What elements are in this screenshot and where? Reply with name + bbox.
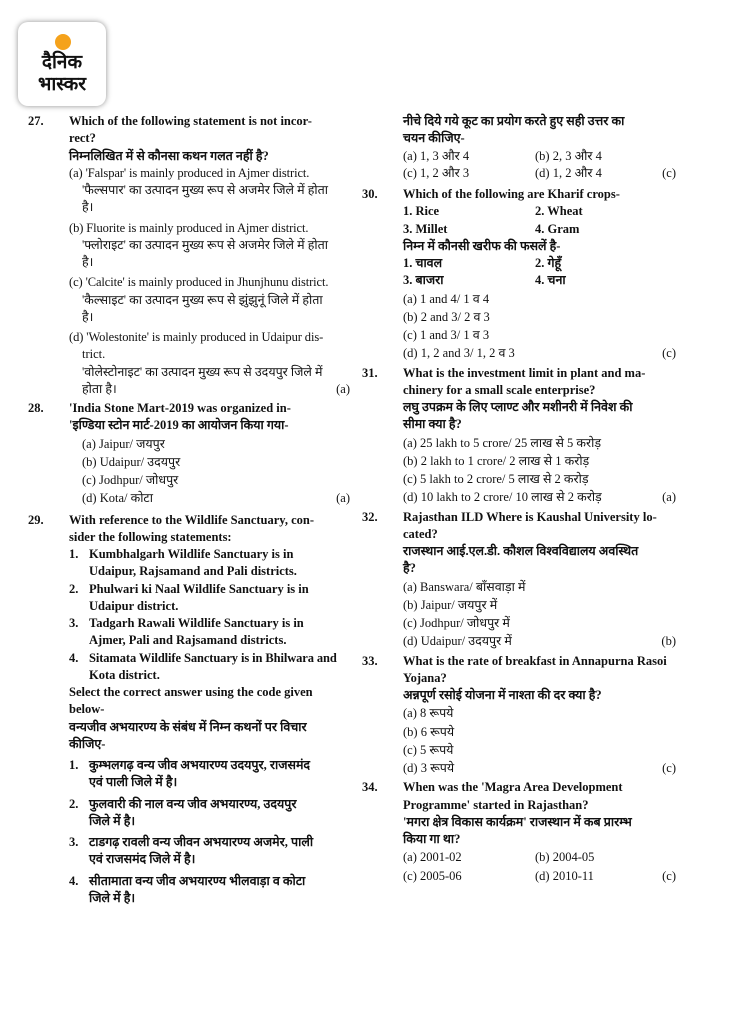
question-32 xyxy=(362,509,676,651)
question-number: 28. xyxy=(28,401,44,415)
crop-item-hi: 3. बाजरा xyxy=(403,273,444,288)
statement-text: Kumbhalgarh Wildlife Sanctuary is in xyxy=(89,547,294,561)
question-text-hi: 'मगरा क्षेत्र विकास कार्यक्रम' राजस्थान में कब प्रारम्भ xyxy=(403,814,632,829)
answer-key: (c) xyxy=(662,346,676,361)
option-a: (a) 2001-02 xyxy=(403,850,462,865)
question-29 xyxy=(28,512,350,908)
option-a xyxy=(69,165,350,217)
question-34 xyxy=(362,779,676,885)
option-c: (c) Jodhpur/ जोधपुर में xyxy=(403,616,510,630)
question-text-en: cated? xyxy=(403,526,438,541)
question-number: 31. xyxy=(362,365,378,380)
question-text-en: Which of the following statement is not incor- xyxy=(69,114,312,128)
option-d: (d) Kota/ कोटा xyxy=(82,491,153,506)
question-31 xyxy=(362,365,676,507)
answer-key: (a) xyxy=(336,491,350,506)
question-33 xyxy=(362,653,676,778)
crop-item-hi: 2. गेहूँ xyxy=(535,256,562,270)
answer-key: (c) xyxy=(662,761,676,775)
question-text-hi: निम्नलिखित में से कौनसा कथन गलत नहीं है? xyxy=(69,148,269,163)
question-text-en: chinery for a small scale enterprise? xyxy=(403,382,596,397)
option-a: (a) 1 and 4/ 1 व 4 xyxy=(403,291,490,306)
question-text-en: sider the following statements: xyxy=(69,529,232,544)
question-text-en: When was the 'Magra Area Development xyxy=(403,780,623,795)
option-a: (a) 1, 3 और 4 xyxy=(403,148,470,163)
instruction-en: Select the correct answer using the code given xyxy=(69,685,313,699)
question-number: 29. xyxy=(28,512,44,527)
question-27 xyxy=(28,113,350,398)
option-b: (b) Jaipur/ जयपुर में xyxy=(403,597,498,612)
option-text: (a) 'Falspar' is mainly produced in Ajmer district. xyxy=(69,165,310,180)
crop-item: 2. Wheat xyxy=(535,204,583,219)
question-text-hi: लघु उपक्रम के लिए प्लाण्ट और मशीनरी में निवेश की xyxy=(403,400,633,414)
crop-item-hi: 4. चना xyxy=(535,273,566,288)
option-c: (c) 5 रूपये xyxy=(403,742,454,757)
option-d: (d) 2010-11 xyxy=(535,868,594,883)
question-text-hi: सीमा क्या है? xyxy=(403,417,462,432)
statement-number: 4. xyxy=(69,873,79,888)
right-column xyxy=(362,113,676,885)
option-a: (a) Jaipur/ जयपुर xyxy=(82,436,165,451)
question-text-en: Yojana? xyxy=(403,670,447,685)
option-text-hi: है। xyxy=(82,200,94,215)
option-c: (c) 5 lakh to 2 crore/ 5 लाख से 2 करोड़ xyxy=(403,472,589,486)
question-number: 34. xyxy=(362,780,378,795)
option-text: trict. xyxy=(82,347,106,362)
statement-text-hi: जिले में है। xyxy=(89,890,136,905)
answer-key: (a) xyxy=(662,490,676,505)
option-b xyxy=(69,220,350,272)
option-d: (d) 10 lakh to 2 crore/ 10 लाख से 2 करोड़ xyxy=(403,490,602,505)
crop-item: 3. Millet xyxy=(403,221,448,236)
question-number: 27. xyxy=(28,114,44,128)
question-text-en: Rajasthan ILD Where is Kaushal University lo- xyxy=(403,509,657,524)
question-text-hi: वन्यजीव अभयारण्य के संबंध में निम्न कथनों पर विचार xyxy=(69,719,307,734)
statement-number: 4. xyxy=(69,650,79,665)
statement-hi-1 xyxy=(69,757,350,792)
statement-1 xyxy=(69,546,350,581)
question-29-continued xyxy=(362,113,676,182)
question-text-hi: 'इण्डिया स्टोन मार्ट-2019 का आयोजन किया गया- xyxy=(69,418,289,433)
option-b: (b) 2004-05 xyxy=(535,850,595,865)
question-text-en: With reference to the Wildlife Sanctuary, con- xyxy=(69,512,315,527)
question-28 xyxy=(28,400,350,508)
option-c: (c) 2005-06 xyxy=(403,868,462,883)
option-c: (c) 1 and 3/ 1 व 3 xyxy=(403,328,490,342)
crop-item-hi: 1. चावल xyxy=(403,256,443,270)
answer-key: (b) xyxy=(661,634,676,649)
instruction-en: below- xyxy=(69,702,105,717)
option-a: (a) Banswara/ बाँसवाड़ा में xyxy=(403,579,526,594)
option-b: (b) 2 and 3/ 2 व 3 xyxy=(403,309,490,324)
statement-2 xyxy=(69,581,350,616)
option-b: (b) 6 रूपये xyxy=(403,724,455,739)
statement-number: 3. xyxy=(69,616,79,630)
statement-text-hi: कुम्भलगढ़ वन्य जीव अभयारण्य उदयपुर, राजसमंद xyxy=(89,758,311,772)
statement-hi-2 xyxy=(69,796,350,831)
instruction-hi: नीचे दिये गये कूट का प्रयोग करते हुए सही उत्तर का xyxy=(403,114,625,128)
option-text-hi: 'कैल्साइट' का उत्पादन मुख्य रूप से झुंझुनूं जिले में होता xyxy=(82,292,323,307)
question-text-hi: कीजिए- xyxy=(69,736,106,751)
option-d: (d) 1, 2 और 4 xyxy=(535,165,602,180)
option-text-hi: है। xyxy=(82,309,94,324)
statement-hi-4 xyxy=(69,873,350,908)
crop-item: 1. Rice xyxy=(403,204,440,219)
question-text-hi: निम्न में कौनसी खरीफ की फसलें है- xyxy=(403,238,561,253)
question-number: 30. xyxy=(362,187,378,201)
statement-text: Kota district. xyxy=(89,667,160,682)
question-text-hi: है? xyxy=(403,561,416,576)
option-text: (c) 'Calcite' is mainly produced in Jhunjhunu district. xyxy=(69,275,329,290)
option-text-hi: होता है। xyxy=(82,381,117,396)
statement-number: 2. xyxy=(69,796,79,811)
logo-line-1: दैनिक xyxy=(41,51,83,73)
crop-item: 4. Gram xyxy=(535,221,580,236)
option-c: (c) Jodhpur/ जोधपुर xyxy=(82,473,179,487)
answer-key: (c) xyxy=(662,165,676,180)
statement-number: 1. xyxy=(69,547,79,561)
statement-number: 2. xyxy=(69,581,79,596)
option-d: (d) 1, 2 and 3/ 1, 2 व 3 xyxy=(403,346,515,361)
statement-text: Ajmer, Pali and Rajsamand districts. xyxy=(89,633,287,648)
dainik-bhaskar-logo xyxy=(18,22,106,106)
option-text: (b) Fluorite is mainly produced in Ajmer district. xyxy=(69,220,309,235)
question-text-en: rect? xyxy=(69,131,96,146)
statement-text-hi: सीतामाता वन्य जीव अभयारण्य भीलवाड़ा व कोटा xyxy=(89,873,306,888)
statement-text-hi: टाडगढ़ रावली वन्य जीवन अभयारण्य अजमेर, पाली xyxy=(89,835,314,849)
option-b: (b) 2 lakh to 1 crore/ 2 लाख से 1 करोड़ xyxy=(403,453,590,468)
option-b: (b) 2, 3 और 4 xyxy=(535,148,602,163)
statement-hi-3 xyxy=(69,834,350,869)
statement-number: 1. xyxy=(69,758,79,772)
question-text-hi: किया गा था? xyxy=(403,832,461,846)
question-text-en: Programme' started in Rajasthan? xyxy=(403,797,589,812)
statement-number: 3. xyxy=(69,835,79,849)
answer-key: (c) xyxy=(662,868,676,883)
statement-text-hi: जिले में है। xyxy=(89,813,136,828)
option-a: (a) 8 रूपये xyxy=(403,706,454,721)
statement-text: Udaipur, Rajsamand and Pali districts. xyxy=(89,564,297,579)
statement-text: Phulwari ki Naal Wildlife Sanctuary is in xyxy=(89,581,309,596)
statement-text-hi: फुलवारी की नाल वन्य जीव अभयारण्य, उदयपुर xyxy=(89,796,297,811)
option-d xyxy=(69,329,350,398)
statement-3 xyxy=(69,615,350,650)
statement-text-hi: एवं पाली जिले में है। xyxy=(89,775,178,790)
option-a: (a) 25 lakh to 5 crore/ 25 लाख से 5 करोड़ xyxy=(403,435,602,450)
question-text-en: 'India Stone Mart-2019 was organized in- xyxy=(69,401,291,415)
option-c xyxy=(69,274,350,326)
sun-icon xyxy=(55,34,71,50)
question-text-hi: अन्नपूर्ण रसोई योजना में नाश्ता की दर क्या है? xyxy=(403,688,602,702)
option-c: (c) 1, 2 और 3 xyxy=(403,165,470,180)
statement-text: Sitamata Wildlife Sanctuary is in Bhilwara and xyxy=(89,650,337,665)
question-text-en: Which of the following are Kharif crops- xyxy=(403,187,620,201)
statement-text: Tadgarh Rawali Wildlife Sanctuary is in xyxy=(89,616,304,630)
logo-line-2: भास्कर xyxy=(37,73,87,95)
question-number: 33. xyxy=(362,653,378,668)
statement-4 xyxy=(69,650,350,685)
question-text-hi: राजस्थान आई.एल.डी. कौशल विश्वविद्यालय अवस्थित xyxy=(403,544,639,558)
option-text-hi: 'फ्लोराइट' का उत्पादन मुख्य रूप से अजमेर जिले में होता xyxy=(82,237,328,252)
statement-text-hi: एवं राजसमंद जिले में है। xyxy=(89,852,196,867)
option-d: (d) 3 रूपये xyxy=(403,761,455,775)
question-text-en: What is the investment limit in plant and ma- xyxy=(403,365,646,380)
option-text-hi: है। xyxy=(82,255,94,269)
instruction-hi: चयन कीजिए- xyxy=(403,131,465,146)
question-text-en: What is the rate of breakfast in Annapurna Rasoi xyxy=(403,653,667,668)
option-text-hi: 'फैल्सपार' का उत्पादन मुख्य रूप से अजमेर जिले में होता xyxy=(82,183,328,197)
question-30 xyxy=(362,186,676,363)
left-column xyxy=(28,113,350,907)
question-number: 32. xyxy=(362,509,378,524)
option-text: (d) 'Wolestonite' is mainly produced in Udaipur dis- xyxy=(69,330,324,344)
option-b: (b) Udaipur/ उदयपुर xyxy=(82,454,181,469)
answer-key: (a) xyxy=(336,381,350,396)
statement-text: Udaipur district. xyxy=(89,598,179,613)
option-d: (d) Udaipur/ उदयपुर में xyxy=(403,634,512,649)
option-text-hi: 'वोलेस्टोनाइट' का उत्पादन मुख्य रूप से उदयपुर जिले में xyxy=(82,364,323,379)
